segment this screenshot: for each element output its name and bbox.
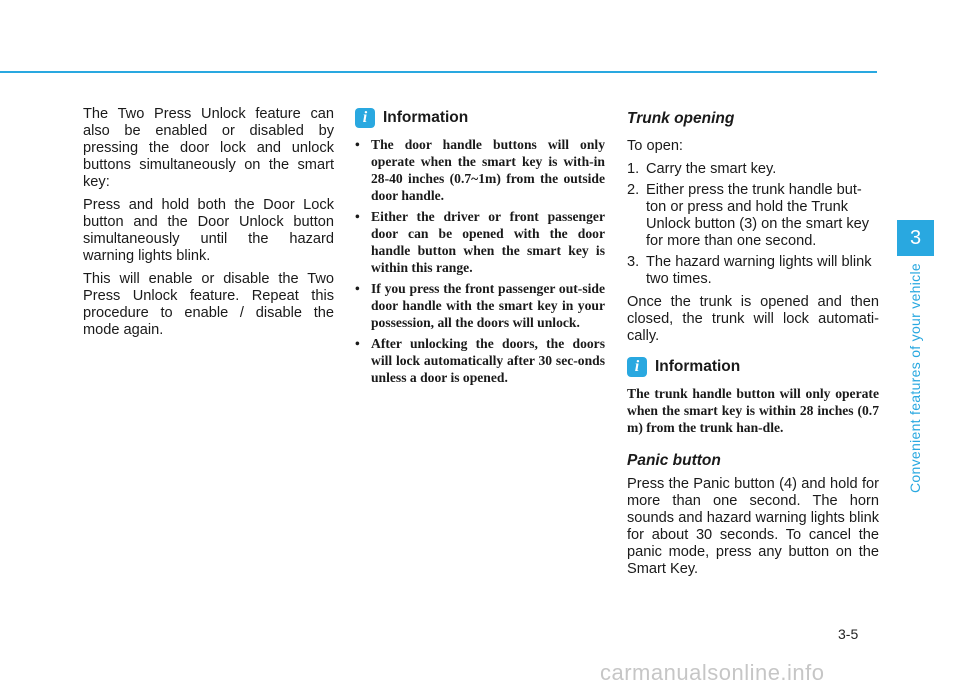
step-text: The hazard warning lights will blink two times. (646, 254, 872, 287)
paragraph: Press the Panic button (4) and hold for more than one second. The horn sounds and hazard warning lights blink for about 30 seconds. To cancel the panic mode, press any button on the Smart Key. (627, 476, 879, 577)
header-rule (0, 71, 877, 73)
info-icon: i (627, 357, 647, 377)
step-text: Either press the trunk handle but-ton or press and hold the Trunk Unlock button (3) on the smart key for more than one second. (646, 182, 870, 249)
information-bullets (355, 136, 605, 386)
column-trunk-panic (627, 110, 879, 584)
paragraph: Once the trunk is opened and then closed, the trunk will lock automati-cally. (627, 294, 879, 344)
steps-list (627, 161, 879, 288)
list-item (627, 182, 879, 250)
chapter-side-label: Convenient features of your vehicle (907, 263, 923, 493)
paragraph: The Two Press Unlock feature can also be enabled or disabled by pressing the door lock and unlock buttons simultaneously on the smart key: (83, 106, 334, 190)
watermark: carmanualsonline.info (600, 660, 825, 685)
column-information (355, 108, 605, 390)
list-item: • If you press the front passenger out-side door handle with the smart key in your possession, all the doors will unlock. (355, 280, 605, 331)
list-item: • Either the driver or front passenger door can be opened with the door handle button when the smart key is within this range. (355, 208, 605, 276)
information-text: The trunk handle button will only operate when the smart key is within 28 inches (0.7 m) from the trunk han-dle. (627, 386, 879, 435)
information-title: Information (655, 358, 741, 375)
info-icon: i (355, 108, 375, 128)
list-item (627, 254, 879, 288)
section-title-panic-button: Panic button (627, 452, 721, 469)
paragraph: This will enable or disable the Two Press Unlock feature. Repeat this procedure to enable / disable the mode again. (83, 271, 334, 338)
information-header (355, 108, 605, 128)
information-title: Information (383, 109, 469, 126)
paragraph: To open: (627, 138, 683, 154)
page-number: 3-5 (838, 626, 859, 642)
chapter-number-tab: 3 (897, 220, 934, 256)
step-number: 2. (627, 182, 640, 198)
list-item (627, 161, 879, 178)
paragraph: Press and hold both the Door Lock button and the Door Unlock button simultaneously until the hazard warning lights blink. (83, 197, 334, 264)
column-two-press-unlock (83, 106, 334, 345)
step-number: 1. (627, 161, 640, 177)
information-header (627, 357, 879, 377)
list-item: • After unlocking the doors, the doors will lock automatically after 30 sec-onds unless a door is opened. (355, 335, 605, 386)
step-number: 3. (627, 254, 640, 270)
section-title-trunk-opening: Trunk opening (627, 110, 735, 127)
list-item: • The door handle buttons will only operate when the smart key is with-in 28-40 inches (0.7~1m) from the outside door handle. (355, 136, 605, 204)
step-text: Carry the smart key. (646, 161, 777, 177)
